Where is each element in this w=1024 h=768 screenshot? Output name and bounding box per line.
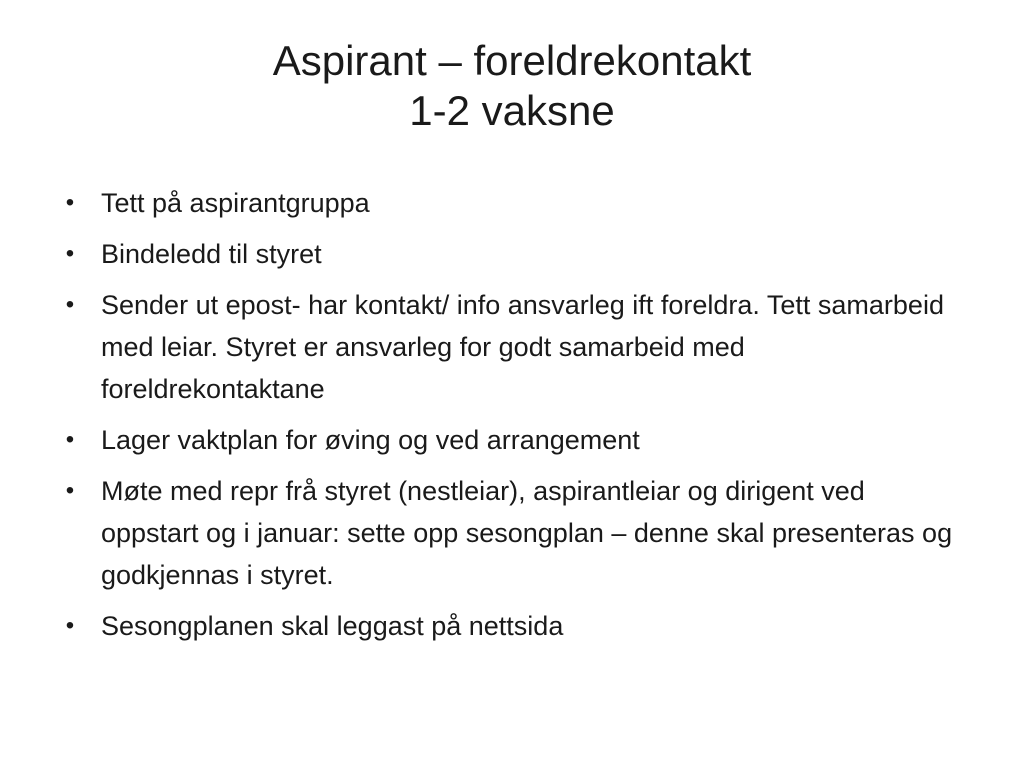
bullet-dot-icon: •: [65, 612, 75, 639]
bullet-item: [60, 470, 965, 596]
bullet-dot-icon: •: [65, 291, 75, 318]
bullet-text: Bindeledd til styret: [101, 239, 322, 269]
bullet-item: [60, 419, 965, 461]
bullet-item: [60, 284, 965, 410]
title-line-1: Aspirant – foreldrekontakt: [272, 37, 752, 84]
bullet-text: Tett på aspirantgruppa: [101, 188, 370, 218]
bullet-list: [60, 182, 965, 656]
bullet-item: [60, 182, 965, 224]
bullet-dot-icon: •: [65, 477, 75, 504]
title-line-2: 1-2 vaksne: [409, 87, 615, 134]
bullet-text: Sender ut epost- har kontakt/ info ansvarleg ift foreldra. Tett samarbeid med leiar. Styret er ansvarleg for godt samarbeid med foreldrekontaktane: [101, 290, 944, 404]
bullet-dot-icon: •: [65, 240, 75, 267]
bullet-dot-icon: •: [65, 426, 75, 453]
bullet-dot-icon: •: [65, 189, 75, 216]
bullet-item: [60, 233, 965, 275]
bullet-text: Sesongplanen skal leggast på nettsida: [101, 611, 564, 641]
slide-title: [60, 36, 964, 136]
bullet-text: Møte med repr frå styret (nestleiar), aspirantleiar og dirigent ved oppstart og i januar: sette opp sesongplan – denne skal presenteras og godkjennas i styret.: [101, 476, 953, 590]
bullet-text: Lager vaktplan for øving og ved arrangement: [101, 425, 640, 455]
bullet-item: [60, 605, 965, 647]
